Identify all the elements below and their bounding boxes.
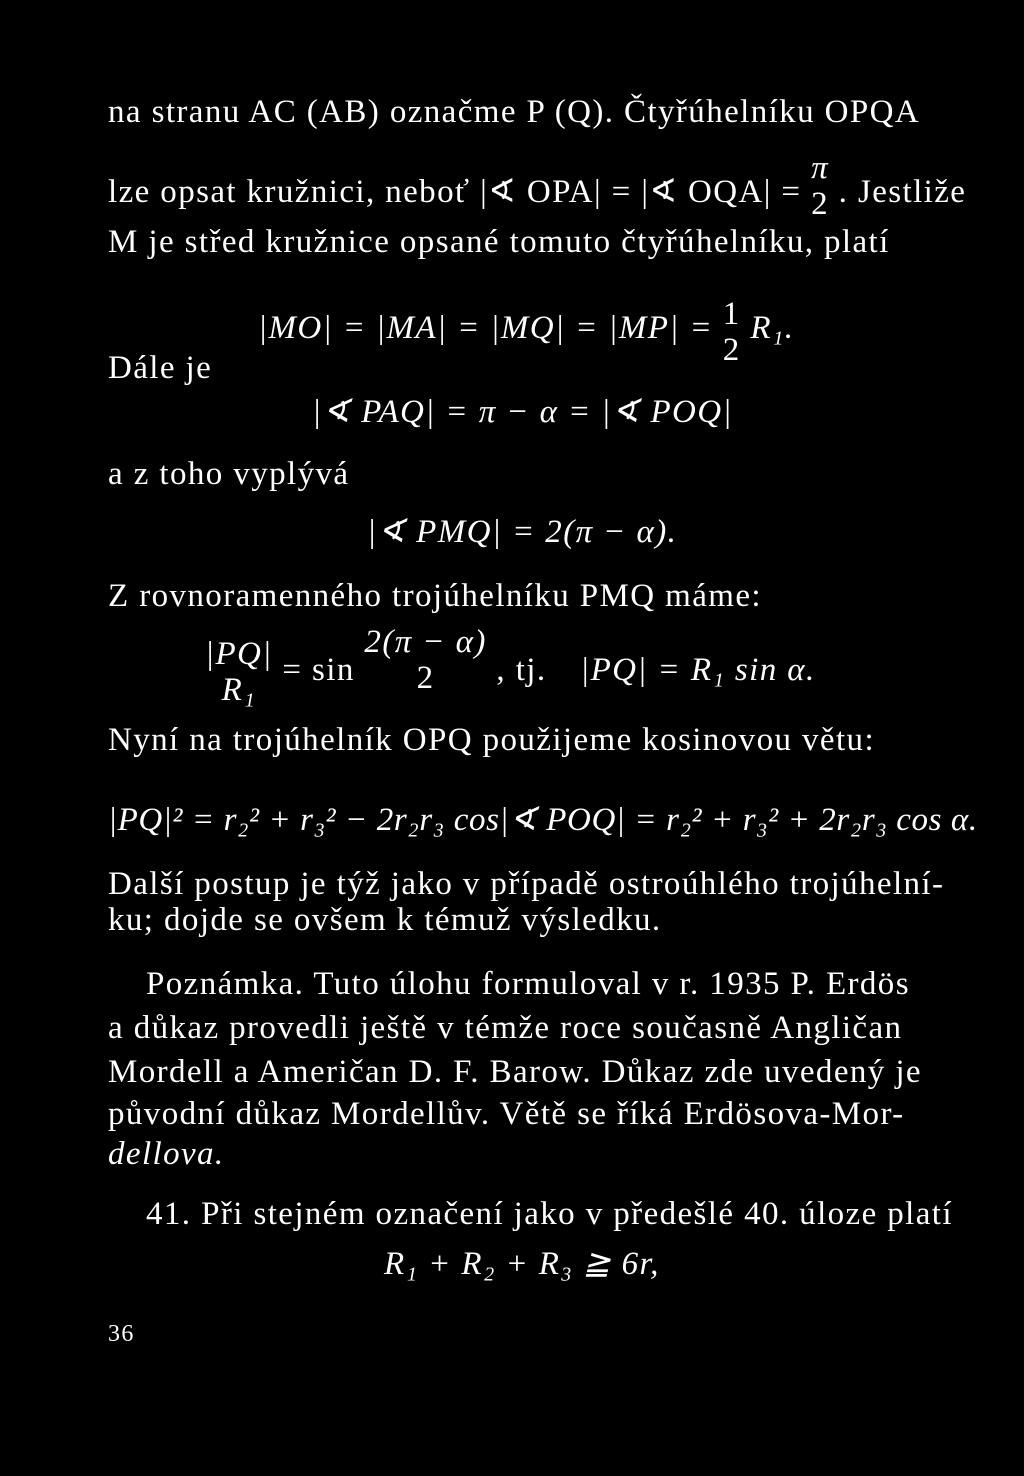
note-line-5: dellova.	[108, 1136, 225, 1172]
pi-half-fraction	[811, 150, 829, 223]
note-line-2: a důkaz provedli ještě v témže roce současně Angličan	[108, 1010, 903, 1046]
equation-1-right: R₁.	[750, 309, 795, 346]
problem-41-line: 41. Při stejném označení jako v předešlé 40. úloze platí	[146, 1196, 953, 1232]
fraction-denominator: 2	[811, 186, 829, 223]
equation-3: |∢ PMQ| = 2(π − α).	[367, 514, 678, 550]
fraction-numerator: π	[811, 150, 830, 186]
paragraph-1-line-2: ku; dojde se ovšem k témuž výsledku.	[108, 902, 662, 938]
equation-5: |PQ|² = r₂² + r₃² − 2r₂r₃ cos|∢ POQ| = r₂² + r₃² + 2r₂r₃ cos α.	[108, 802, 978, 838]
one-half-fraction	[723, 296, 741, 369]
text-line-2-end: . Jestliže	[838, 173, 967, 210]
note-line-3: Mordell a Američan D. F. Barow. Důkaz zde uvedený je	[108, 1054, 922, 1090]
text-line-7: a z toho vyplývá	[108, 456, 350, 492]
tj-separator: , tj.	[496, 651, 547, 688]
page-number: 36	[108, 1321, 135, 1347]
fraction-numerator: 2(π − α)	[364, 624, 487, 660]
equation-2: |∢ PAQ| = π − α = |∢ POQ|	[312, 394, 733, 430]
fraction-denominator: 2	[722, 332, 741, 369]
fraction-numerator: |PQ|	[205, 636, 273, 672]
text-line-11: Nyní na trojúhelník OPQ použijeme kosinovou větu:	[108, 722, 876, 758]
note-line-1: Poznámka. Tuto úlohu formuloval v r. 1935 P. Erdös	[146, 966, 910, 1002]
pq-over-r1-fraction	[205, 636, 273, 709]
fraction-denominator: 2	[416, 660, 435, 697]
fraction-numerator: 1	[722, 296, 741, 332]
text-line-5: Dále je	[108, 350, 213, 386]
text-line-1: na stranu AC (AB) označme P (Q). Čtyřúhelníku OPQA	[108, 94, 921, 130]
fraction-denominator: R₁	[221, 672, 257, 709]
text-line-9: Z rovnoramenného trojúhelníku PMQ máme:	[108, 578, 762, 614]
paragraph-1-line-1: Další postup je týž jako v případě ostroúhlého trojúhelní-	[108, 866, 945, 902]
equation-6: R₁ + R₂ + R₃ ≧ 6r,	[384, 1246, 660, 1282]
text-line-3: M je střed kružnice opsané tomuto čtyřúhelníku, platí	[108, 224, 890, 260]
equation-4	[205, 624, 816, 709]
text-line-2-start: lze opsat kružnici, neboť |∢ OPA| = |∢ OQA| =	[108, 173, 802, 210]
equals-sin: = sin	[282, 651, 355, 688]
text-line-2	[108, 150, 967, 231]
equation-1	[258, 294, 794, 367]
angle-fraction	[364, 624, 486, 697]
note-line-4: původní důkaz Mordellův. Větě se říká Erdösova-Mor-	[108, 1096, 905, 1132]
equation-4-right: |PQ| = R₁ sin α.	[580, 651, 816, 688]
equation-1-left: |MO| = |MA| = |MQ| = |MP| =	[258, 309, 714, 346]
